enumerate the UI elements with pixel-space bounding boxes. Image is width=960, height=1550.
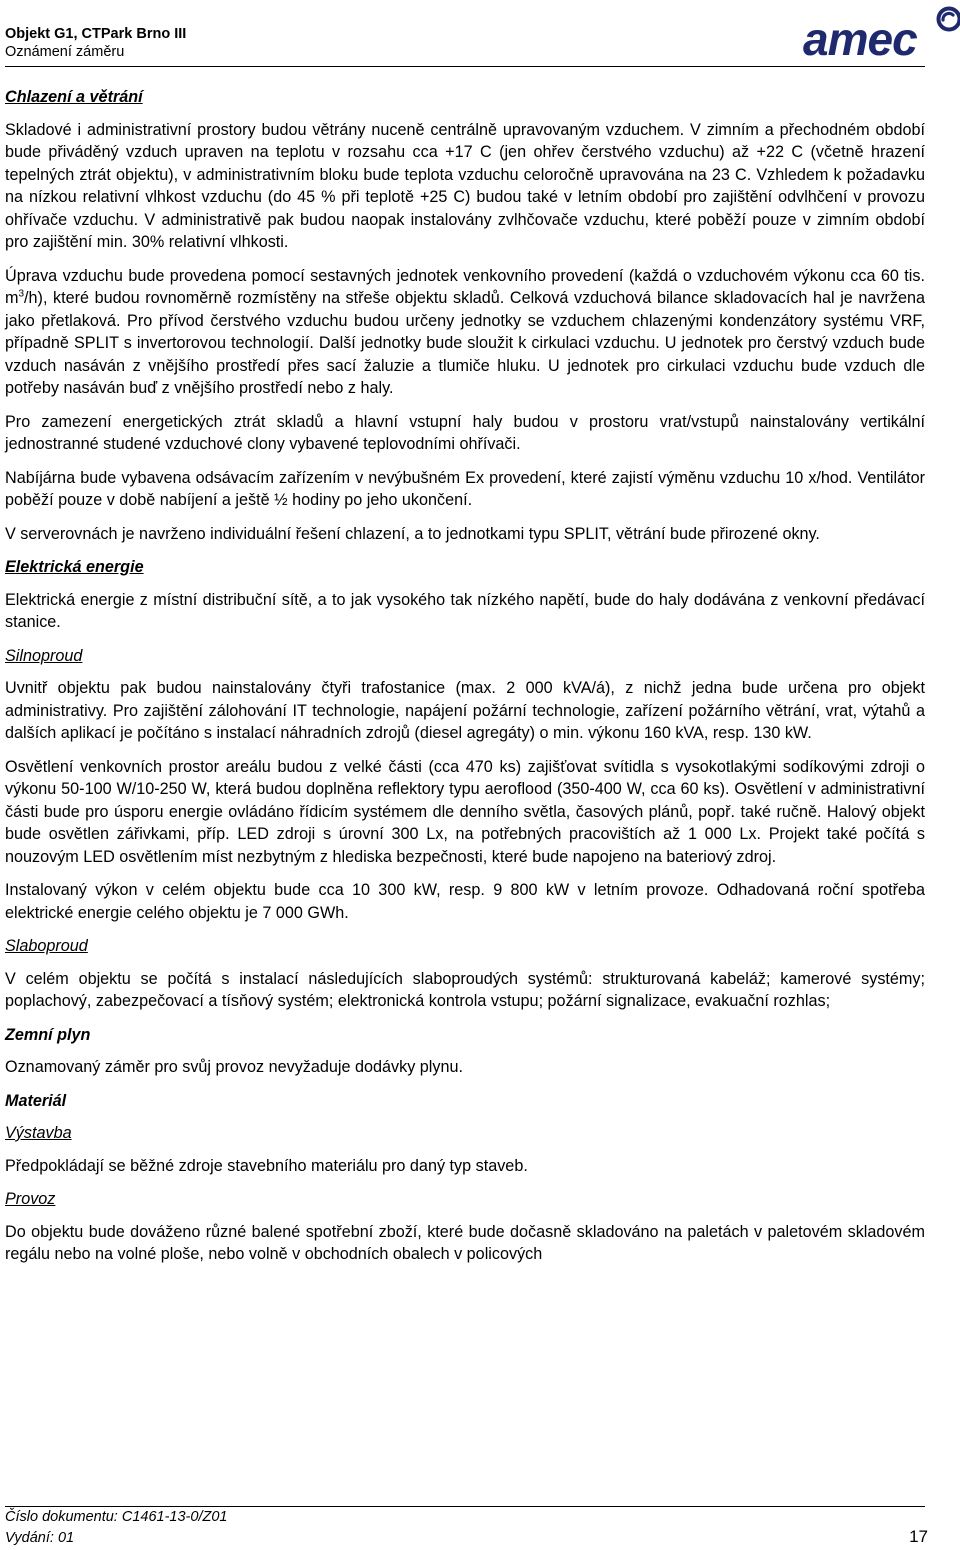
heading-zemni-plyn: Zemní plyn xyxy=(5,1025,91,1044)
header-divider xyxy=(5,66,925,67)
page-number: 17 xyxy=(909,1527,928,1546)
footer-edition: Vydání: 01 xyxy=(5,1530,75,1546)
paragraph: Skladové i administrativní prostory budou větrány nuceně centrálně upravovaným vzduchem. V zimním a přechodném období bude přiváděný vzduch upraven na teplotu v rozsahu cca +17 C (jen ohřev čerstvého vzduchu) až +22 C (včetně hrazení tepelných ztrát objektu), v administrativním bloku bude teplota vzduchu celoročně upravována na 23 C. Vzhledem k požadavku na nízkou relativní vlhkost vzduchu (do 45 % při teplotě +25 C) budou také v letním období pro zajištění odvlhčení v provozu ohřívače vzduchu. V administrativě pak budou naopak instalovány zvlhčovače vzduchu, které poběží pouze v zimním období pro zajištění min. 30% relativní vlhkosti. xyxy=(5,120,925,251)
document-body xyxy=(5,86,925,1277)
paragraph: Pro zamezení energetických ztrát skladů a hlavní vstupní haly budou v prostoru vrat/vstupů nainstalovány vertikální jednostranné studené vzduchové clony vybavené teplovodními ohřívači. xyxy=(5,412,925,453)
heading-chlazeni: Chlazení a větrání xyxy=(5,88,143,106)
paragraph: Předpokládají se běžné zdroje stavebního materiálu pro daný typ staveb. xyxy=(5,1156,528,1175)
header-title: Objekt G1, CTPark Brno III xyxy=(5,26,187,42)
document-page xyxy=(5,0,928,1550)
amec-swirl-icon xyxy=(939,9,960,30)
paragraph: Osvětlení venkovních prostor areálu budou z velké části (cca 470 ks) zajišťovat svítidla s vysokotlakými sodíkovými zdroji o výkonu 50-100 W/10-250 W, která budou doplněna reflektory typu aeroflood (350-400 W, cca 60 ks). Osvětlení v administrativní části bude pro úsporu energie ovládáno řídicím systémem dle denního světla, časových plánů, popř. také ručně. Halový objekt bude osvětlen zářivkami, příp. LED zdroji s úrovní 300 Lx, na potřebných pracovištích až 1 000 Lx. Projekt také počítá s nouzovým LED osvětlením míst nezbytným z hlediska bezpečnosti, které bude napojeno na bateriový zdroj. xyxy=(5,757,925,866)
footer-doc-number: Číslo dokumentu: C1461-13-0/Z01 xyxy=(5,1509,228,1525)
logo-wordmark: amec xyxy=(803,13,917,61)
amec-logo xyxy=(801,3,960,61)
footer-divider xyxy=(5,1506,925,1507)
paragraph: Elektrická energie z místní distribuční sítě, a to jak vysokého tak nízkého napětí, bude do haly dodávána z venkovní předávací stanice. xyxy=(5,590,925,631)
paragraph: Úprava vzduchu bude provedena pomocí sestavných jednotek venkovního provedení (každá o vzduchovém výkonu cca 60 tis. $m^3/h$), které budou rovnoměrně rozmístěny na střeše objektu skladů. Celková vzduchová bilance skladovacích hal je navržena jako přetlaková. Pro přívod čerstvého vzduchu budou určeny jednotky se vzduchem chlazenými kondenzátory systému VRF, případně SPLIT s invertorovou technologií. Další jednotky bude sloužit k cirkulaci vzduchu. U jednotek pro čerstvý vzduch bude vzduch nasáván z vnějšího prostředí přes sací žaluzie a tlumiče hluku. U jednotek pro cirkulaci vzduchu bude vzduch dle potřeby nasáván buď z vnějšího prostředí nebo z haly. xyxy=(5,266,925,397)
paragraph: V serverovnách je navrženo individuální řešení chlazení, a to jednotkami typu SPLIT, větrání bude přirozené okny. xyxy=(5,524,820,543)
paragraph: Do objektu bude dováženo různé balené spotřební zboží, které bude dočasně skladováno na paletách v paletovém skladovém regálu nebo na volné ploše, nebo volně v obchodních obalech v policových xyxy=(5,1222,925,1263)
heading-material: Materiál xyxy=(5,1091,67,1110)
paragraph: Uvnitř objektu pak budou nainstalovány čtyři trafostanice (max. 2 000 kVA/á), z nichž jedna bude určena pro objekt administrativy. Pro zajištění zálohování IT technologie, napájení požární technologie, zařízení požárního větrání, vrat, výtahů a dalších aplikací je počítáno s instalací náhradních zdrojů (diesel agregáty) o min. výkonu 160 kVA, resp. 130 kW. xyxy=(5,679,925,742)
heading-slaboproud: Slaboproud xyxy=(5,937,88,955)
heading-provoz: Provoz xyxy=(5,1190,56,1208)
heading-silnoproud: Silnoproud xyxy=(5,646,83,665)
heading-elektricka-energie: Elektrická energie xyxy=(5,558,144,576)
paragraph: Nabíjárna bude vybavena odsávacím zařízením v nevýbušném Ex provedení, které zajistí výměnu vzduchu 10 x/hod. Ventilátor poběží pouze v době nabíjení a ještě ½ hodiny po jeho ukončení. xyxy=(5,468,925,509)
header-subtitle: Oznámení záměru xyxy=(5,44,125,60)
heading-vystavba: Výstavba xyxy=(5,1124,72,1142)
paragraph: Oznamovaný záměr pro svůj provoz nevyžaduje dodávky plynu. xyxy=(5,1058,463,1076)
paragraph: V celém objektu se počítá s instalací následujících slaboproudých systémů: strukturovaná kabeláž; kamerové systémy; poplachový, zabezpečovací a tísňový systém; elektronická kontrola vstupu; požární signalizace, evakuační rozhlas; xyxy=(5,969,925,1010)
paragraph: Instalovaný výkon v celém objektu bude cca 10 300 kW, resp. 9 800 kW v letním provoze. Odhadovaná roční spotřeba elektrické energie celého objektu je 7 000 GWh. xyxy=(5,881,925,922)
